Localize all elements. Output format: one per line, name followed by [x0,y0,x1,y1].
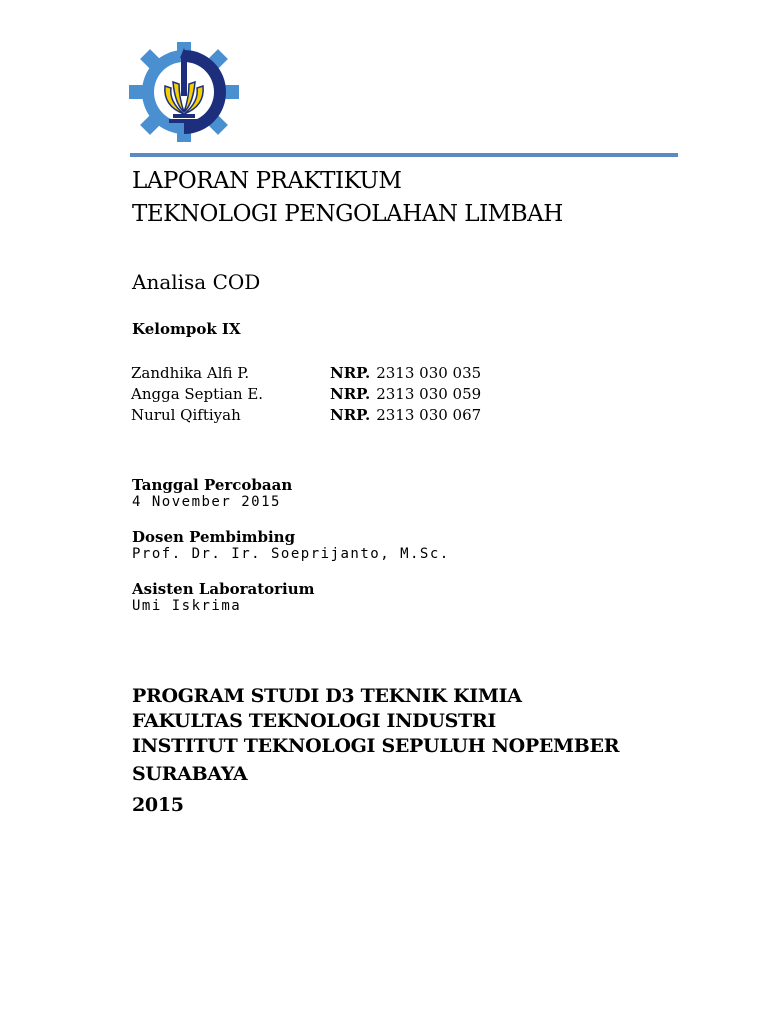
member-row [131,363,481,384]
supervisor-section [132,528,450,562]
member-name: Zandhika Alfi P. [131,364,250,382]
study-program: PROGRAM STUDI D3 TEKNIK KIMIA [132,685,522,707]
group-name: Kelompok IX [132,320,241,338]
section-label: Asisten Laboratorium [132,580,315,598]
member-name: Angga Septian E. [131,385,264,403]
member-name: Nurul Qiftiyah [131,406,241,424]
course-title: TEKNOLOGI PENGOLAHAN LIMBAH [132,201,563,227]
member-row [131,405,481,426]
institution-block [132,684,619,818]
member-nrp: 2313 030 059 [376,385,482,403]
member-row [131,384,481,405]
report-title: LAPORAN PRAKTIKUM [132,168,402,194]
member-nrp: 2313 030 067 [376,406,482,424]
member-list [131,363,481,426]
its-logo-icon [129,42,239,142]
institute: INSTITUT TEKNOLOGI SEPULUH NOPEMBER [132,735,620,757]
experiment-date-section [132,476,292,510]
city: SURABAYA [132,763,248,785]
header-divider [130,153,678,157]
member-nrp: 2313 030 035 [376,364,482,382]
experiment-title: Analisa COD [132,270,261,294]
section-value: Umi Iskrima [132,598,242,614]
lab-assistant-section [132,580,315,614]
nrp-label: NRP. [330,385,371,403]
section-value: Prof. Dr. Ir. Soeprijanto, M.Sc. [132,546,450,562]
faculty: FAKULTAS TEKNOLOGI INDUSTRI [132,710,496,732]
section-label: Tanggal Percobaan [132,476,293,494]
nrp-label: NRP. [330,364,371,382]
nrp-label: NRP. [330,406,371,424]
section-value: 4 November 2015 [132,494,281,510]
section-label: Dosen Pembimbing [132,528,296,546]
year: 2015 [132,794,184,816]
